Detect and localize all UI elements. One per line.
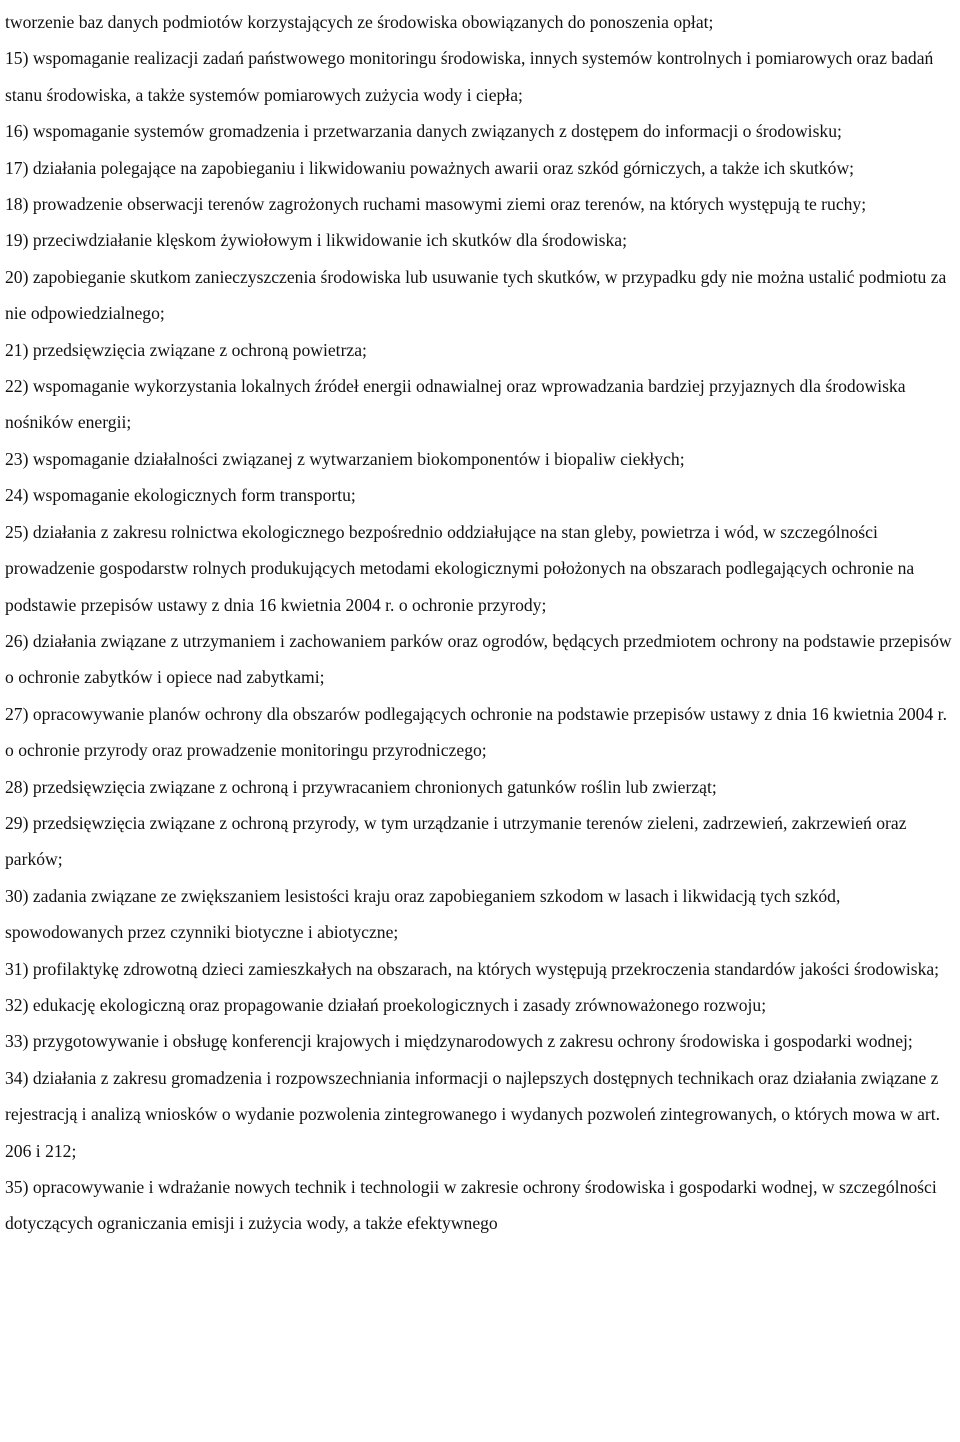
list-item: 34) działania z zakresu gromadzenia i rozpowszechniania informacji o najlepszych dostępnych technikach oraz działania związane z rejestracją i analizą wniosków o wydanie pozwolenia zintegrowanego i wydanych pozwoleń zintegrowanych, o których mowa w art. 206 i 212; xyxy=(5,1067,941,1161)
list-item: 28) przedsięwzięcia związane z ochroną i przywracaniem chronionych gatunków roślin lub zwierząt; xyxy=(5,776,717,797)
list-item: 33) przygotowywanie i obsługę konferencji krajowych i międzynarodowych z zakresu ochrony środowiska i gospodarki wodnej; xyxy=(5,1031,913,1052)
list-item: 15) wspomaganie realizacji zadań państwowego monitoringu środowiska, innych systemów kontrolnych i pomiarowych oraz badań stanu środowiska, a także systemów pomiarowych zużycia wody i ciepła; xyxy=(5,48,934,105)
list-item: 26) działania związane z utrzymaniem i zachowaniem parków oraz ogrodów, będących przedmiotem ochrony na podstawie przepisów o ochronie zabytków i opiece nad zabytkami; xyxy=(5,630,952,688)
list-item: 31) profilaktykę zdrowotną dzieci zamieszkałych na obszarach, na których występują przekroczenia standardów jakości środowiska; xyxy=(5,958,940,979)
list-item: 16) wspomaganie systemów gromadzenia i przetwarzania danych związanych z dostępem do informacji o środowisku; xyxy=(5,121,842,142)
list-item: 21) przedsięwzięcia związane z ochroną powietrza; xyxy=(5,339,367,360)
list-item: 35) opracowywanie i wdrażanie nowych technik i technologii w zakresie ochrony środowiska i gospodarki wodnej, w szczególności dotyczących ograniczania emisji i zużycia wody, a także efektywnego xyxy=(5,1177,937,1234)
list-item: 27) opracowywanie planów ochrony dla obszarów podlegających ochronie na podstawie przepisów ustawy z dnia 16 kwietnia 2004 r. o ochronie przyrody oraz prowadzenie monitoringu przyrodniczego; xyxy=(5,703,947,761)
list-item: 18) prowadzenie obserwacji terenów zagrożonych ruchami masowymi ziemi oraz terenów, na których występują te ruchy; xyxy=(5,194,867,215)
list-item: 20) zapobieganie skutkom zanieczyszczenia środowiska lub usuwanie tych skutków, w przypadku gdy nie można ustalić podmiotu za nie odpowiedzialnego; xyxy=(5,266,947,324)
list-item: 17) działania polegające na zapobieganiu i likwidowaniu poważnych awarii oraz szkód górniczych, a także ich skutków; xyxy=(5,157,855,178)
list-item: 29) przedsięwzięcia związane z ochroną przyrody, w tym urządzanie i utrzymanie terenów zieleni, zadrzewień, zakrzewień oraz parków; xyxy=(5,812,907,870)
list-item: 22) wspomaganie wykorzystania lokalnych źródeł energii odnawialnej oraz wprowadzania bardziej przyjaznych dla środowiska nośników energii; xyxy=(5,376,906,433)
document-page xyxy=(5,4,953,1242)
list-item: 23) wspomaganie działalności związanej z wytwarzaniem biokomponentów i biopaliw ciekłych; xyxy=(5,448,685,469)
list-item: 30) zadania związane ze zwiększaniem lesistości kraju oraz zapobieganiem szkodom w lasach i likwidacją tych szkód, spowodowanych przez czynniki biotyczne i abiotyczne; xyxy=(5,885,841,943)
list-item: 19) przeciwdziałanie klęskom żywiołowym i likwidowanie ich skutków dla środowiska; xyxy=(5,230,628,251)
list-item: tworzenie baz danych podmiotów korzystających ze środowiska obowiązanych do ponoszenia opłat; xyxy=(5,12,714,32)
list-item: 25) działania z zakresu rolnictwa ekologicznego bezpośrednio oddziałujące na stan gleby, powietrza i wód, w szczególności prowadzenie gospodarstw rolnych produkujących metodami ekologicznymi położonych na obszarach podlegających ochronie na podstawie przepisów ustawy z dnia 16 kwietnia 2004 r. o ochronie przyrody; xyxy=(5,521,915,615)
list-item: 24) wspomaganie ekologicznych form transportu; xyxy=(5,485,356,506)
list-item: 32) edukację ekologiczną oraz propagowanie działań proekologicznych i zasady zrównoważonego rozwoju; xyxy=(5,994,767,1015)
